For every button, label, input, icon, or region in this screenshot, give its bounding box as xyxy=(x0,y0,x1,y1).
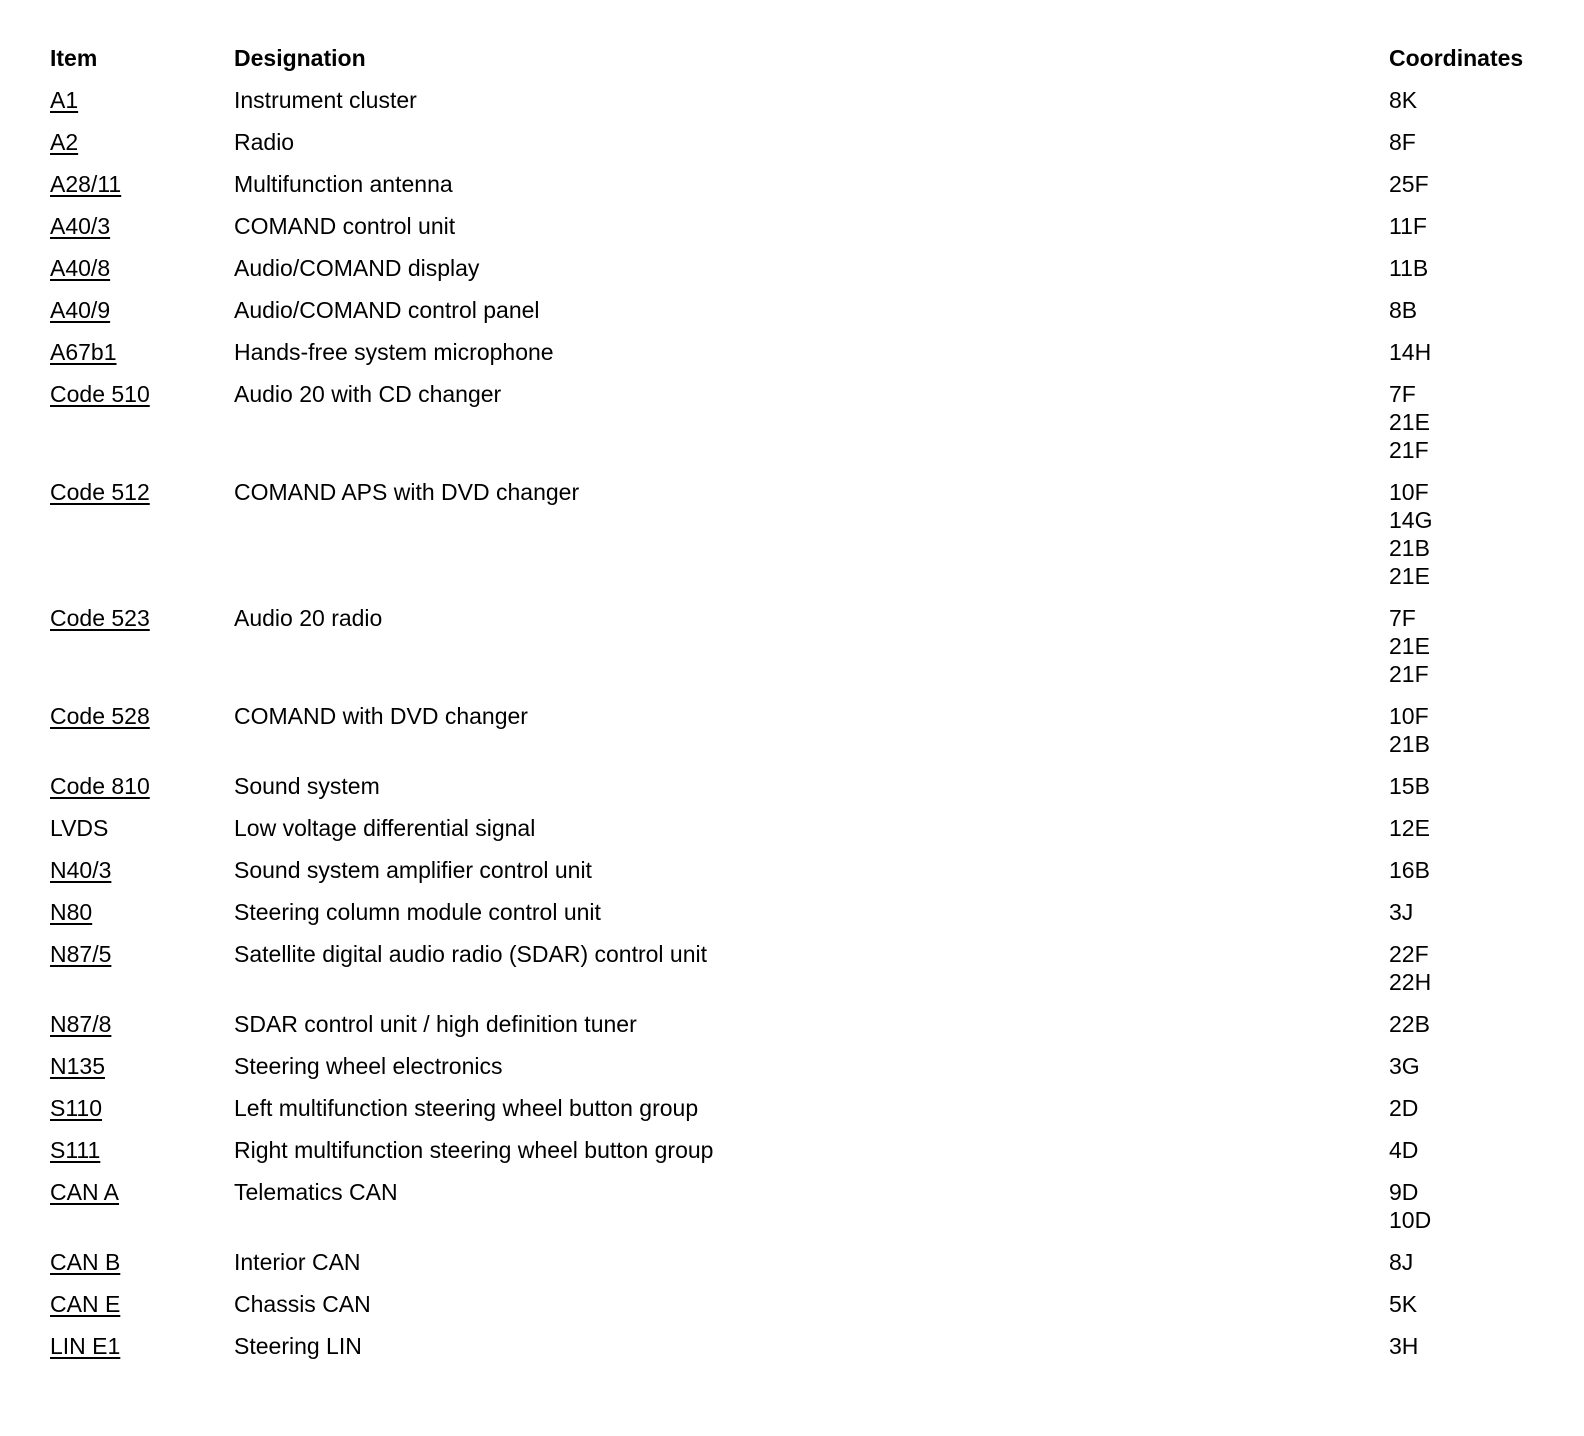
table-row xyxy=(50,86,1560,114)
item-cell xyxy=(50,772,234,800)
designation-cell: Telematics CAN xyxy=(234,1179,398,1205)
item-link[interactable]: S110 xyxy=(50,1095,103,1121)
coordinate-value: 2D xyxy=(1389,1095,1419,1121)
item-link[interactable]: A1 xyxy=(50,87,79,113)
item-link[interactable]: Code 510 xyxy=(50,381,150,407)
designation-cell: COMAND control unit xyxy=(234,213,456,239)
coordinate-value: 10D xyxy=(1389,1207,1432,1233)
item-cell xyxy=(50,1290,234,1318)
coordinates-cell xyxy=(1389,478,1560,590)
designation-cell: Audio/COMAND control panel xyxy=(234,297,540,323)
item-link[interactable]: A40/9 xyxy=(50,297,111,323)
designation-cell: Hands-free system microphone xyxy=(234,339,554,365)
item-cell xyxy=(50,940,234,968)
table-row xyxy=(50,702,1560,758)
item-cell xyxy=(50,856,234,884)
designation-cell: Instrument cluster xyxy=(234,87,417,113)
item-cell xyxy=(50,1248,234,1276)
item-link[interactable]: A28/11 xyxy=(50,171,122,197)
table-row xyxy=(50,772,1560,800)
coordinates-cell xyxy=(1389,604,1560,688)
item-link[interactable]: Code 523 xyxy=(50,605,150,631)
item-cell xyxy=(50,814,234,842)
table-row xyxy=(50,814,1560,842)
coordinate-value: 22F xyxy=(1389,941,1429,967)
table-header xyxy=(50,44,1560,72)
coordinate-value: 11F xyxy=(1389,213,1427,239)
table-body xyxy=(50,86,1560,1360)
coordinate-value: 8K xyxy=(1389,87,1418,113)
designation-cell: Radio xyxy=(234,129,295,155)
designation-cell: Sound system xyxy=(234,773,380,799)
table-row xyxy=(50,128,1560,156)
table-row xyxy=(50,254,1560,282)
coordinate-value: 9D xyxy=(1389,1179,1419,1205)
coordinates-cell xyxy=(1389,1290,1560,1318)
table-row xyxy=(50,1332,1560,1360)
table-row xyxy=(50,296,1560,324)
coordinate-value: 15B xyxy=(1389,773,1430,799)
item-cell xyxy=(50,1094,234,1122)
coordinates-cell xyxy=(1389,1136,1560,1164)
designation-cell: Low voltage differential signal xyxy=(234,815,536,841)
coordinate-value: 14H xyxy=(1389,339,1432,365)
designation-cell: Steering wheel electronics xyxy=(234,1053,503,1079)
item-cell xyxy=(50,170,234,198)
designation-cell: Satellite digital audio radio (SDAR) control unit xyxy=(234,941,708,967)
coordinates-cell xyxy=(1389,702,1560,758)
designation-cell: Multifunction antenna xyxy=(234,171,453,197)
coordinates-cell xyxy=(1389,940,1560,996)
table-row xyxy=(50,212,1560,240)
table-row xyxy=(50,856,1560,884)
coordinate-value: 25F xyxy=(1389,171,1429,197)
coordinate-value: 16B xyxy=(1389,857,1430,883)
item-link[interactable]: N80 xyxy=(50,899,93,925)
table-row xyxy=(50,604,1560,688)
item-link[interactable]: A40/8 xyxy=(50,255,111,281)
table-row xyxy=(50,1178,1560,1234)
item-cell xyxy=(50,1010,234,1038)
coordinate-value: 3J xyxy=(1389,899,1414,925)
coordinate-value: 21B xyxy=(1389,535,1430,561)
coordinate-value: 3G xyxy=(1389,1053,1420,1079)
coordinate-value: 11B xyxy=(1389,255,1429,281)
item-link[interactable]: Code 810 xyxy=(50,773,150,799)
item-cell xyxy=(50,478,234,506)
legend-table xyxy=(50,44,1560,1374)
coordinate-value: 8B xyxy=(1389,297,1418,323)
item-link[interactable]: Code 512 xyxy=(50,479,150,505)
coordinates-cell xyxy=(1389,1094,1560,1122)
item-link[interactable]: CAN E xyxy=(50,1291,121,1317)
coordinates-cell xyxy=(1389,1178,1560,1234)
coordinates-cell xyxy=(1389,338,1560,366)
coordinates-cell xyxy=(1389,86,1560,114)
coordinates-cell xyxy=(1389,1052,1560,1080)
coordinate-value: 21E xyxy=(1389,633,1430,659)
coordinate-value: 14G xyxy=(1389,507,1433,533)
coordinates-cell xyxy=(1389,296,1560,324)
table-row xyxy=(50,1136,1560,1164)
item-link[interactable]: CAN A xyxy=(50,1179,120,1205)
table-row xyxy=(50,338,1560,366)
designation-cell: Left multifunction steering wheel button group xyxy=(234,1095,699,1121)
coordinate-value: 21E xyxy=(1389,563,1430,589)
coordinate-value: 22H xyxy=(1389,969,1432,995)
designation-cell: Audio/COMAND display xyxy=(234,255,480,281)
coordinate-value: 21F xyxy=(1389,437,1429,463)
item-cell xyxy=(50,1178,234,1206)
item-link[interactable]: LIN E1 xyxy=(50,1333,121,1359)
designation-cell: COMAND with DVD changer xyxy=(234,703,528,729)
item-cell xyxy=(50,254,234,282)
table-row xyxy=(50,940,1560,996)
coordinate-value: 21B xyxy=(1389,731,1430,757)
item-link[interactable]: S111 xyxy=(50,1137,101,1163)
coordinates-cell xyxy=(1389,1010,1560,1038)
designation-cell: Audio 20 with CD changer xyxy=(234,381,502,407)
header-item: Item xyxy=(50,45,98,71)
item-link[interactable]: A67b1 xyxy=(50,339,117,365)
coordinates-cell xyxy=(1389,814,1560,842)
coordinate-value: 10F xyxy=(1389,703,1429,729)
coordinate-value: 21F xyxy=(1389,661,1429,687)
coordinate-value: 3H xyxy=(1389,1333,1419,1359)
coordinates-cell xyxy=(1389,254,1560,282)
item-link[interactable]: N87/5 xyxy=(50,941,112,967)
item-cell xyxy=(50,1052,234,1080)
coordinate-value: 22B xyxy=(1389,1011,1430,1037)
item-label: LVDS xyxy=(50,815,109,841)
designation-cell: COMAND APS with DVD changer xyxy=(234,479,580,505)
header-coordinates: Coordinates xyxy=(1389,45,1524,71)
table-row xyxy=(50,1094,1560,1122)
coordinates-cell xyxy=(1389,128,1560,156)
coordinate-value: 4D xyxy=(1389,1137,1419,1163)
item-link[interactable]: Code 528 xyxy=(50,703,150,729)
designation-cell: Interior CAN xyxy=(234,1249,361,1275)
coordinate-value: 10F xyxy=(1389,479,1429,505)
item-cell xyxy=(50,86,234,114)
item-cell xyxy=(50,212,234,240)
item-cell xyxy=(50,1332,234,1360)
item-link[interactable]: CAN B xyxy=(50,1249,121,1275)
header-designation: Designation xyxy=(234,45,366,71)
table-row xyxy=(50,1290,1560,1318)
item-link[interactable]: N40/3 xyxy=(50,857,112,883)
coordinates-cell xyxy=(1389,212,1560,240)
coordinate-value: 21E xyxy=(1389,409,1430,435)
coordinates-cell xyxy=(1389,1332,1560,1360)
coordinate-value: 5K xyxy=(1389,1291,1418,1317)
coordinates-cell xyxy=(1389,898,1560,926)
designation-cell: SDAR control unit / high definition tuner xyxy=(234,1011,637,1037)
table-row xyxy=(50,898,1560,926)
coordinate-value: 7F xyxy=(1389,605,1416,631)
item-cell xyxy=(50,296,234,324)
item-link[interactable]: A40/3 xyxy=(50,213,111,239)
designation-cell: Chassis CAN xyxy=(234,1291,371,1317)
designation-cell: Audio 20 radio xyxy=(234,605,383,631)
item-cell xyxy=(50,604,234,632)
designation-cell: Steering column module control unit xyxy=(234,899,601,925)
item-cell xyxy=(50,338,234,366)
item-link[interactable]: N135 xyxy=(50,1053,105,1079)
coordinate-value: 7F xyxy=(1389,381,1416,407)
coordinates-cell xyxy=(1389,1248,1560,1276)
coordinates-cell xyxy=(1389,170,1560,198)
table-row xyxy=(50,1052,1560,1080)
coordinates-cell xyxy=(1389,772,1560,800)
item-cell xyxy=(50,702,234,730)
table-row xyxy=(50,478,1560,590)
item-link[interactable]: N87/8 xyxy=(50,1011,112,1037)
item-cell xyxy=(50,898,234,926)
table-row xyxy=(50,380,1560,464)
coordinates-cell xyxy=(1389,380,1560,464)
item-link[interactable]: A2 xyxy=(50,129,79,155)
coordinates-cell xyxy=(1389,856,1560,884)
designation-cell: Right multifunction steering wheel button group xyxy=(234,1137,714,1163)
item-cell xyxy=(50,1136,234,1164)
coordinate-value: 8F xyxy=(1389,129,1416,155)
designation-cell: Steering LIN xyxy=(234,1333,362,1359)
table-row xyxy=(50,1010,1560,1038)
table-row xyxy=(50,170,1560,198)
coordinate-value: 12E xyxy=(1389,815,1430,841)
item-cell xyxy=(50,380,234,408)
designation-cell: Sound system amplifier control unit xyxy=(234,857,592,883)
coordinate-value: 8J xyxy=(1389,1249,1414,1275)
table-row xyxy=(50,1248,1560,1276)
item-cell xyxy=(50,128,234,156)
